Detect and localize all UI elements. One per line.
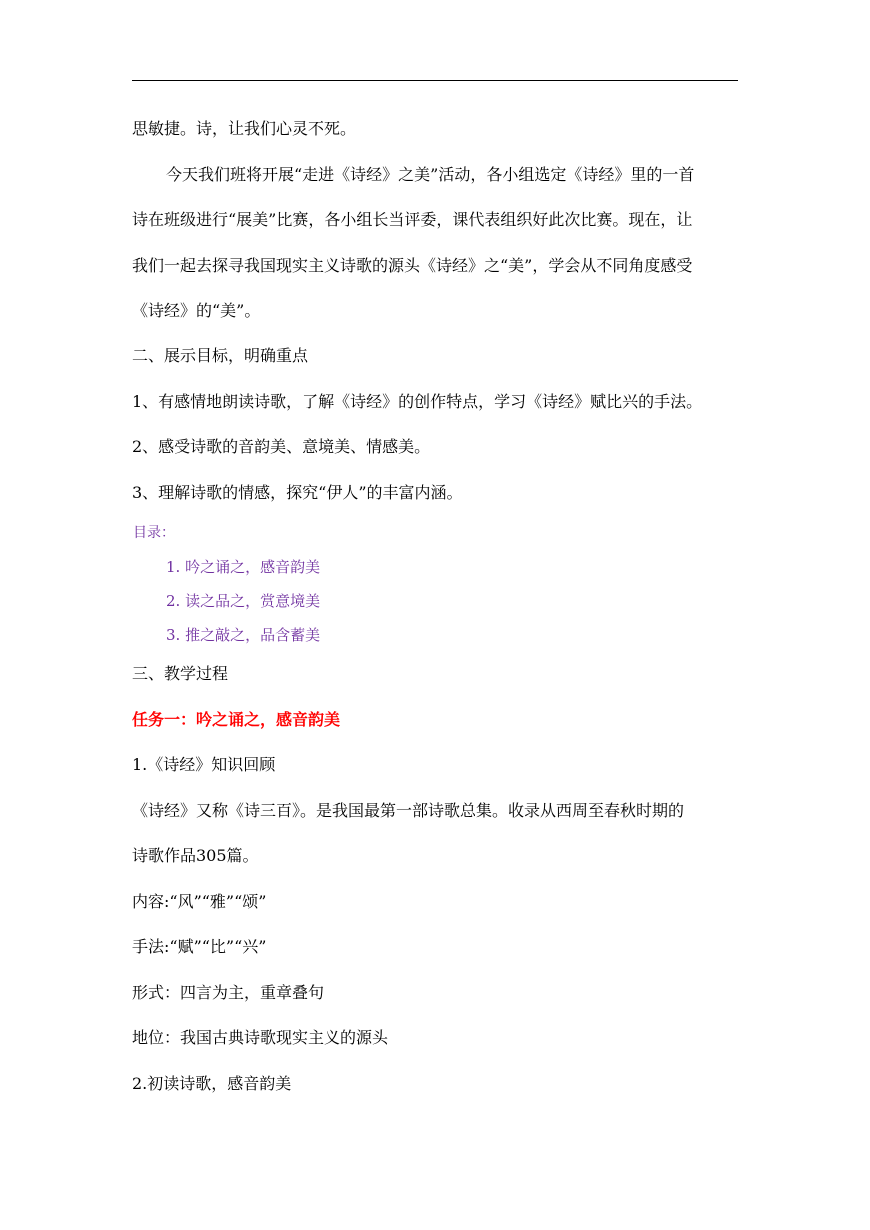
subsection-heading: 2.初读诗歌，感音韵美: [132, 1074, 292, 1093]
intro-line: 诗歌作品305篇。: [132, 846, 259, 865]
paragraph-line: 思敏捷。诗，让我们心灵不死。: [132, 119, 357, 138]
goal-item: 2、感受诗歌的音韵美、意境美、情感美。: [132, 437, 431, 456]
toc-item: 1. 吟之诵之，感音韵美: [166, 558, 321, 576]
paragraph-line: 今天我们班将开展“走进《诗经》之美”活动，各小组选定《诗经》里的一首: [166, 165, 695, 184]
paragraph-line: 我们一起去探寻我国现实主义诗歌的源头《诗经》之“美”，学会从不同角度感受: [132, 256, 693, 275]
task-title: 任务一：吟之诵之，感音韵美: [132, 710, 341, 729]
subsection-heading: 1.《诗经》知识回顾: [132, 755, 276, 774]
section-heading-goals: 二、展示目标，明确重点: [132, 346, 309, 365]
header-rule: [132, 80, 738, 81]
status-line: 地位：我国古典诗歌现实主义的源头: [132, 1028, 389, 1047]
paragraph-line: 诗在班级进行“展美”比赛，各小组长当评委，课代表组织好此次比赛。现在，让: [132, 210, 693, 229]
form-line: 形式：四言为主，重章叠句: [132, 983, 325, 1002]
toc-item: 3. 推之敲之，品含蓄美: [166, 626, 321, 644]
paragraph-line: 《诗经》的“美”。: [132, 301, 261, 320]
section-heading-process: 三、教学过程: [132, 664, 229, 683]
toc-title: 目录：: [133, 525, 175, 541]
technique-line: 手法:“赋”“比”“兴”: [132, 937, 267, 956]
toc-item: 2. 读之品之，赏意境美: [166, 592, 321, 610]
intro-line: 《诗经》又称《诗三百》。是我国最第一部诗歌总集。收录从西周至春秋时期的: [132, 801, 685, 820]
content-line: 内容:“风”“雅”“颂”: [132, 892, 267, 911]
goal-item: 1、有感情地朗读诗歌，了解《诗经》的创作特点，学习《诗经》赋比兴的手法。: [132, 392, 703, 411]
goal-item: 3、理解诗歌的情感，探究“伊人”的丰富内涵。: [132, 483, 463, 502]
